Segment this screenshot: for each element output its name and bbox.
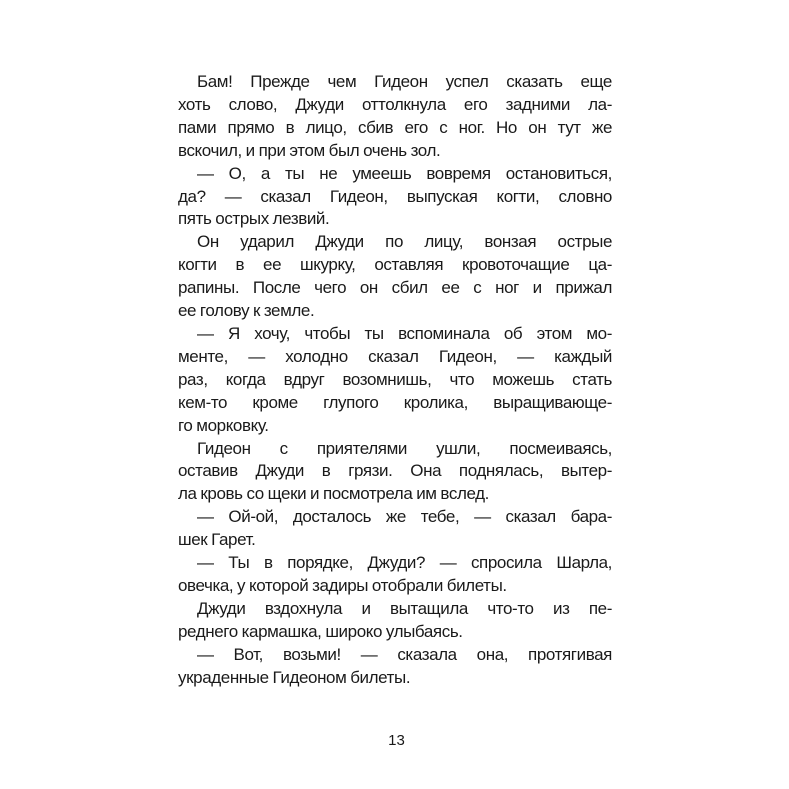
text-line: рапины. После чего он сбил ее с ног и прижал bbox=[178, 278, 612, 298]
text-line: пять острых лезвий. bbox=[178, 209, 330, 229]
page-body-text bbox=[178, 71, 612, 689]
text-line: го морковку. bbox=[178, 415, 269, 435]
text-line: реднего кармашка, широко улыбаясь. bbox=[178, 621, 463, 641]
text-line: — Ты в порядке, Джуди? — спросила Шарла, bbox=[197, 553, 612, 573]
text-line: оставив Джуди в грязи. Она поднялась, вытер- bbox=[178, 461, 612, 481]
text-line: — О, а ты не умеешь вовремя остановиться, bbox=[197, 163, 612, 183]
text-line: кем-то кроме глупого кролика, выращивающе- bbox=[178, 392, 612, 412]
text-line: ее голову к земле. bbox=[178, 301, 315, 321]
text-line: Джуди вздохнула и вытащила что-то из пе- bbox=[197, 598, 612, 618]
text-line: — Вот, возьми! — сказала она, протягивая bbox=[197, 644, 612, 664]
text-line: Бам! Прежде чем Гидеон успел сказать еще bbox=[197, 72, 612, 91]
text-line: менте, — холодно сказал Гидеон, — каждый bbox=[178, 346, 612, 366]
text-line: хоть слово, Джуди оттолкнула его задними ла- bbox=[178, 94, 612, 114]
text-line: раз, когда вдруг возомнишь, что можешь стать bbox=[178, 369, 612, 389]
text-line: вскочил, и при этом был очень зол. bbox=[178, 140, 441, 160]
text-line: Он ударил Джуди по лицу, вонзая острые bbox=[197, 232, 612, 252]
text-line: овечка, у которой задиры отобрали билеты. bbox=[178, 575, 507, 595]
page-number: 13 bbox=[388, 732, 405, 749]
text-line: Гидеон с приятелями ушли, посмеиваясь, bbox=[197, 438, 612, 458]
text-line: ла кровь со щеки и посмотрела им вслед. bbox=[178, 484, 489, 504]
text-line: пами прямо в лицо, сбив его с ног. Но он тут же bbox=[178, 117, 612, 137]
text-line: — Ой-ой, досталось же тебе, — сказал бара- bbox=[197, 507, 612, 527]
text-line: — Я хочу, чтобы ты вспоминала об этом мо- bbox=[197, 323, 612, 343]
text-line: шек Гарет. bbox=[178, 530, 256, 550]
text-line: когти в ее шкурку, оставляя кровоточащие ца- bbox=[178, 255, 612, 275]
text-line: да? — сказал Гидеон, выпуская когти, словно bbox=[178, 186, 612, 206]
text-line: украденные Гидеоном билеты. bbox=[178, 667, 411, 687]
